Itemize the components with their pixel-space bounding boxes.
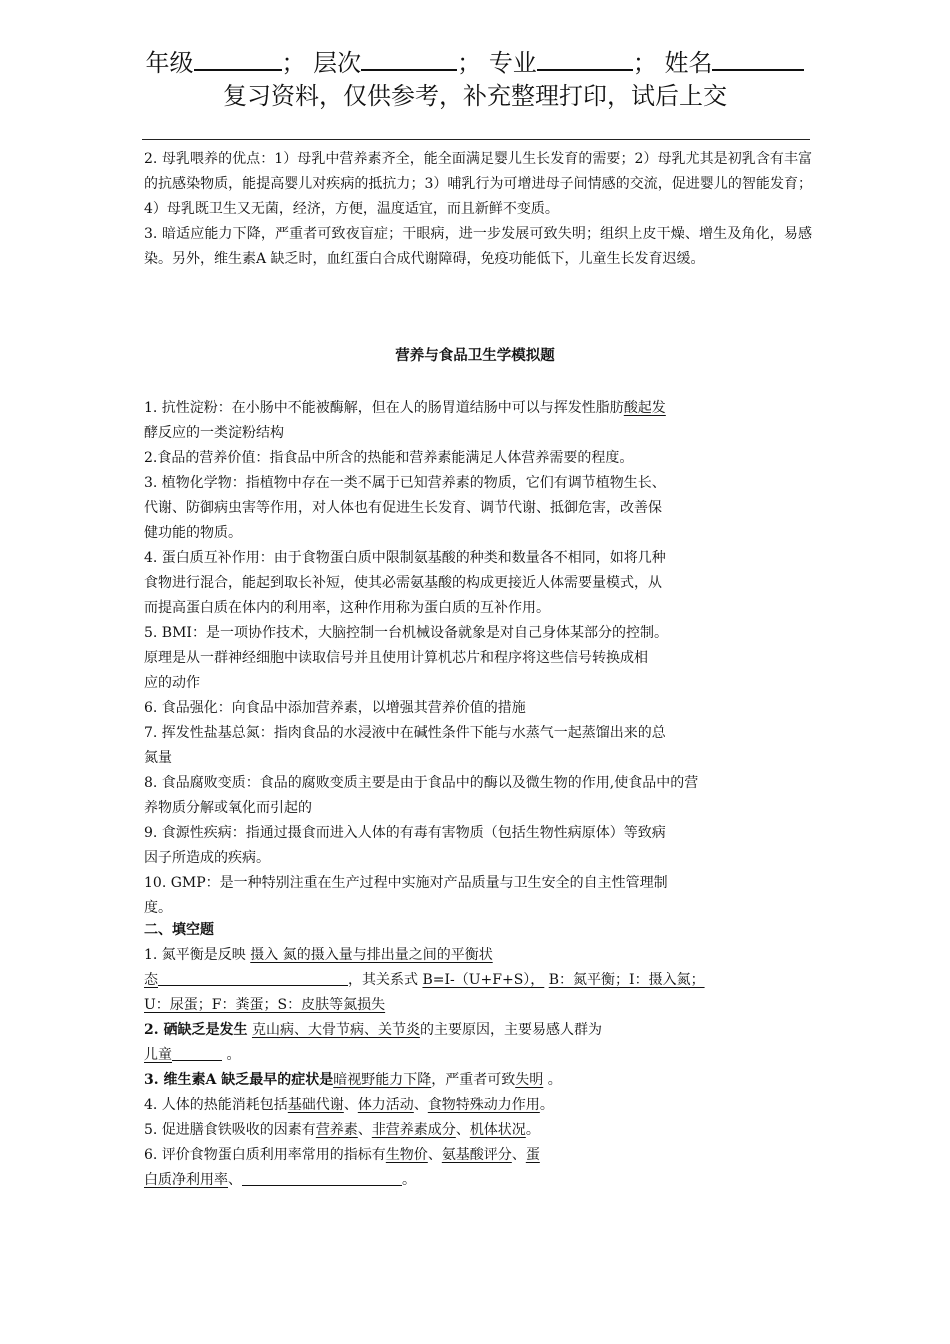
definition-line: 而提高蛋白质在体内的利用率，这种作用称为蛋白质的互补作用。 (144, 600, 550, 616)
question-2-cont (144, 1043, 812, 1068)
definition-line: 6. 食品强化：向食品中添加营养素，以增强其营养价值的措施 (144, 700, 526, 716)
definition-line: 酵反应的一类淀粉结构 (144, 425, 284, 441)
question-text: 6. 评价食物蛋白质利用率常用的指标有 (144, 1147, 386, 1163)
separator: 、 (427, 1147, 442, 1163)
answer: 蛋 (525, 1147, 540, 1163)
definitions-section (144, 396, 812, 921)
question-1-cont (144, 993, 812, 1018)
answer: 基础代谢 (287, 1097, 344, 1113)
definition-line: 7. 挥发性盐基总氮：指肉食品的水浸液中在碱性条件下能与水蒸气一起蒸馏出来的总 (144, 725, 666, 741)
question-text: 1. 氮平衡是反映 (144, 947, 246, 963)
answer: U：尿蛋；F：粪蛋；S：皮肤等氮损失 (144, 997, 386, 1013)
question-1-cont (144, 968, 812, 993)
separator: 、 (228, 1172, 242, 1188)
answer-paragraph: 2. 母乳喂养的优点：1）母乳中营养素齐全，能全面满足婴儿生长发育的需要；2）母乳尤其是初乳含有丰富的抗感染物质，能提高婴儿对疾病的抵抗力；3）哺乳行为可增进母子间情感的交流，促进婴儿的智能发育；4）母乳既卫生又无菌，经济，方便，温度适宜，而且新鲜不变质。 (144, 151, 812, 217)
question-text: ，严重者可致 (431, 1072, 516, 1088)
question-3 (144, 1068, 812, 1093)
answer: 生物价 (385, 1147, 428, 1163)
definition-line: 氮量 (144, 750, 172, 766)
answer: B=I-（U+F+S）， (422, 972, 545, 988)
definition-line: 9. 食源性疾病：指通过摄食而进入人体的有毒有害物质（包括生物性病原体）等致病 (144, 825, 666, 841)
answer: 儿童 (144, 1047, 222, 1063)
name-label: 姓名 (664, 49, 713, 77)
underlined-text: 酸起发 (623, 400, 666, 416)
level-blank[interactable] (361, 69, 457, 71)
answer: 食物特殊动力作用 (427, 1097, 540, 1113)
separator: 、 (343, 1097, 358, 1113)
definition-line: 8. 食品腐败变质：食品的腐败变质主要是由于食品中的酶以及微生物的作用,使食品中的营 (144, 775, 699, 791)
definition-line (144, 396, 812, 421)
question-6 (144, 1143, 812, 1168)
definition-line: 原理是从一群神经细胞中读取信号并且使用计算机芯片和程序将这些信号转换成相 (144, 650, 648, 666)
separator: ； (632, 49, 657, 77)
answer: 体力活动 (357, 1097, 414, 1113)
question-6-cont (144, 1168, 812, 1193)
question-text: 的主要原因，主要易感人群为 (419, 1022, 602, 1038)
definition-line: 食物进行混合，能起到取长补短，使其必需氨基酸的构成更接近人体需要量模式，从 (144, 575, 662, 591)
question-text: 。 (539, 1097, 554, 1113)
question-text: 。 (402, 1172, 416, 1188)
question-text: 。 (226, 1047, 241, 1063)
definition-line: 应的动作 (144, 675, 200, 691)
section-heading: 二、填空题 (144, 922, 214, 938)
separator: 、 (511, 1147, 526, 1163)
answer: 营养素 (315, 1122, 358, 1138)
separator: 、 (455, 1122, 470, 1138)
answer: 摄入 氮的摄入量与排出量之间的平衡状 (250, 947, 493, 963)
question-text: 2. 硒缺乏是发生 (144, 1022, 248, 1038)
definition-line: 5. BMI：是一项协作技术，大脑控制一台机械设备就象是对自己身体某部分的控制。 (144, 625, 668, 641)
question-5 (144, 1118, 812, 1143)
definition-line: 4. 蛋白质互补作用：由于食物蛋白质中限制氨基酸的种类和数量各不相同，如将几种 (144, 550, 666, 566)
grade-blank[interactable] (194, 69, 282, 71)
major-blank[interactable] (537, 69, 633, 71)
level-label: 层次 (313, 49, 362, 77)
definition-line: 度。 (144, 900, 172, 916)
answer: 机体状况 (469, 1122, 526, 1138)
name-blank[interactable] (712, 69, 804, 71)
question-text: ，其关系式 (348, 972, 418, 988)
header-divider (142, 139, 810, 140)
definition-line: 养物质分解或氧化而引起的 (144, 800, 312, 816)
answer: 非营养素成分 (371, 1122, 456, 1138)
question-2 (144, 1018, 812, 1043)
definition-line: 3. 植物化学物：指植物中存在一类不属于已知营养素的物质，它们有调节植物生长、 (144, 475, 666, 491)
separator: 、 (413, 1097, 428, 1113)
question-text: 。 (525, 1122, 540, 1138)
definition-line: 2.食品的营养价值：指食品中所含的热能和营养素能满足人体营养需要的程度。 (144, 450, 634, 466)
question-text: 。 (547, 1072, 562, 1088)
fill-blank-section (144, 918, 812, 1193)
question-text: 3. 维生素A 缺乏最早的症状是 (144, 1072, 334, 1088)
major-label: 专业 (488, 49, 537, 77)
definition-line: 代谢、防御病虫害等作用，对人体也有促进生长发育、调节代谢、抵御危害，改善保 (144, 500, 662, 516)
answer-section (144, 147, 812, 272)
answer: 氨基酸评分 (441, 1147, 512, 1163)
exam-title: 营养与食品卫生学模拟题 (395, 347, 555, 364)
answer: 态 (144, 972, 348, 988)
separator: ； (281, 49, 306, 77)
answer: B：氮平衡；I：摄入氮； (548, 972, 705, 988)
definition-text: 1. 抗性淀粉：在小肠中不能被酶解，但在人的肠胃道结肠中可以与挥发性脂肪 (144, 400, 624, 416)
answer: 失明 (515, 1072, 544, 1088)
definition-line: 因子所造成的疾病。 (144, 850, 270, 866)
question-text: 5. 促进膳食铁吸收的因素有 (144, 1122, 316, 1138)
answer: 克山病、大骨节病、关节炎 (251, 1022, 420, 1038)
definition-line: 10. GMP：是一种特别注重在生产过程中实施对产品质量与卫生安全的自主性管理制 (144, 875, 668, 891)
empty-blank[interactable] (242, 1169, 402, 1186)
grade-label: 年级 (145, 49, 194, 77)
separator: ； (457, 49, 482, 77)
answer-paragraph: 3. 暗适应能力下降，严重者可致夜盲症；干眼病，进一步发展可致失明；组织上皮干燥、增生及角化，易感染。另外，维生素A 缺乏时，血红蛋白合成代谢障碍，免疫功能低下，儿童生长发育迟缓。 (144, 226, 812, 267)
question-4 (144, 1093, 812, 1118)
definition-line: 健功能的物质。 (144, 525, 242, 541)
answer: 白质净利用率 (144, 1172, 228, 1188)
header-notice: 复习资料，仅供参考，补充整理打印，试后上交 (223, 82, 727, 110)
question-text: 4. 人体的热能消耗包括 (144, 1097, 288, 1113)
separator: 、 (357, 1122, 372, 1138)
question-1 (144, 943, 812, 968)
header-fields (0, 46, 950, 80)
answer: 暗视野能力下降 (333, 1072, 432, 1088)
